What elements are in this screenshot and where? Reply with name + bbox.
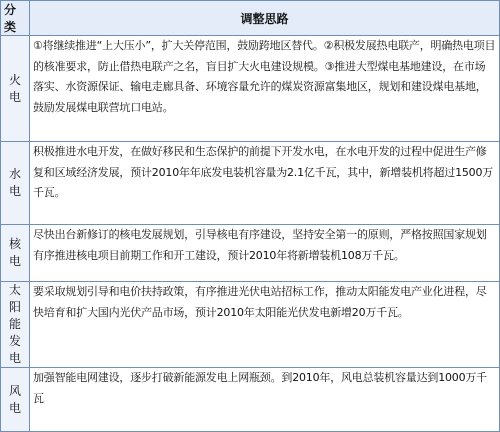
category-cell: 太阳能发电: [1, 282, 30, 368]
content-cell: 积极推进水电开发，在做好移民和生态保护的前提下开发水电，在水电开发的过程中促进生产修复和区域经济发展，预计2010年年底发电装机容量为2.1亿千瓦，其中，新增装机将超过1500万千瓦。: [30, 142, 500, 225]
category-cell: 水电: [1, 142, 30, 225]
header-row: [1, 1, 500, 36]
content-cell: 加强智能电网建设，逐步打破新能源发电上网瓶颈。到2010年，风电总装机容量达到1000万千瓦: [30, 368, 500, 432]
category-header: 分类: [1, 1, 30, 36]
content-cell: 尽快出台新修订的核电发展规划，引导核电有序建设，坚持安全第一的原则，严格按照国家规划有序推进核电项目前期工作和开工建设，预计2010年将新增装机108万千瓦。: [30, 225, 500, 282]
content-header: 调整思路: [30, 1, 500, 36]
category-cell: 核电: [1, 225, 30, 282]
content-cell: 要采取规划引导和电价扶持政策，有序推进光伏电站招标工作，推动太阳能发电产业化进程，尽快培育和扩大国内光伏产品市场，预计2010年太阳能光伏发电新增20万千瓦。: [30, 282, 500, 368]
table-row: [1, 142, 500, 225]
category-cell: 火电: [1, 36, 30, 142]
table-row: [1, 225, 500, 282]
category-cell: 风电: [1, 368, 30, 432]
content-cell: ①将继续推进“上大压小”，扩大关停范围，鼓励跨地区替代。②积极发展热电联产，明确热电项目的核准要求，防止借热电联产之名，盲目扩大火电建设规模。③推进大型煤电基地建设，在市场落实、水资源保证、输电走廊具备、环境容量允许的煤炭资源富集地区，规划和建设煤电基地，鼓励发展煤电联营坑口电站。: [30, 36, 500, 142]
table-row: [1, 282, 500, 368]
table-row: [1, 36, 500, 142]
